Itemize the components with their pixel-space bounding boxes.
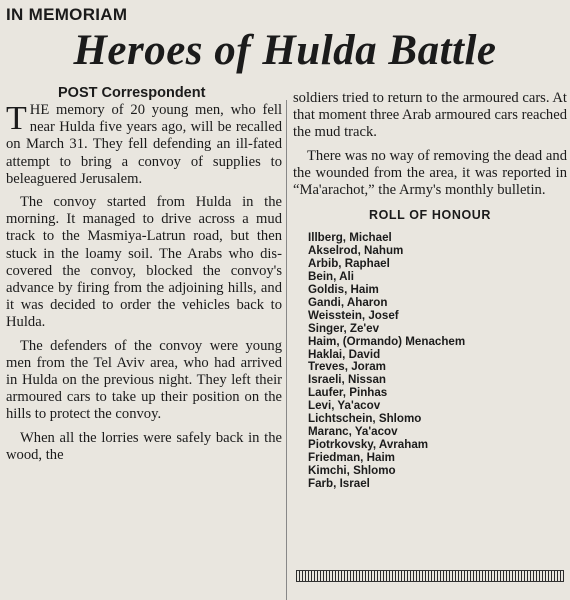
- article-paragraph: THE memory of 20 young men, who fell near Hulda five years ago, will be recalled on March 31. They fell defending an ill-fated attempt to bring a convoy of supplies to beleaguered Jerusalem.: [6, 100, 282, 187]
- list-item: Haim, (Ormando) Menachem: [308, 334, 466, 348]
- drop-cap: T: [6, 100, 27, 137]
- column-divider: [286, 100, 287, 600]
- list-item: Israeli, Nissan: [308, 373, 386, 387]
- byline: POST Correspondent: [58, 85, 206, 101]
- section-kicker: IN MEMORIAM: [6, 5, 128, 24]
- list-item: Treves, Joram: [308, 360, 386, 374]
- article-paragraph: There was no way of removing the dead and the wounded from the area, it was reported in “Ma'arachot,” the Army's monthly bulletin.: [293, 147, 567, 199]
- list-item: Friedman, Haim: [308, 450, 395, 464]
- list-item: Piotrkovsky, Avraham: [308, 437, 429, 451]
- list-item: Akselrod, Nahum: [308, 244, 404, 258]
- list-item: Singer, Ze'ev: [308, 321, 380, 335]
- list-item: Gandi, Aharon: [308, 295, 388, 309]
- list-item: Laufer, Pinhas: [308, 386, 388, 400]
- article-paragraph: When all the lorries were safely back in the wood, the: [6, 429, 282, 463]
- list-item: Levi, Ya'acov: [308, 399, 381, 413]
- list-item: Illberg, Michael: [308, 231, 392, 245]
- decorative-rule: [296, 570, 564, 582]
- list-item: Haklai, David: [308, 347, 381, 361]
- list-item: Farb, Israel: [308, 476, 370, 490]
- list-item: Kimchi, Shlomo: [308, 463, 396, 477]
- article-column-left: [6, 102, 282, 470]
- article-paragraph: soldiers tried to return to the armoured cars. At that moment three Arab armoured cars reached the mud track.: [293, 90, 567, 141]
- list-item: Arbib, Raphael: [308, 257, 390, 271]
- article-paragraph: The defenders of the convoy were young men from the Tel Aviv area, who had arrived in Hulda on the previous night. They left their armoured cars to take up their position on the hills to protect the convoy.: [6, 337, 282, 423]
- roll-of-honour-title: ROLL OF HONOUR: [368, 208, 492, 223]
- roll-of-honour-list: [293, 232, 567, 490]
- list-item: Bein, Ali: [308, 270, 354, 284]
- headline: Heroes of Hulda Battle: [73, 27, 497, 74]
- list-item: Lichtschein, Shlomo: [308, 412, 422, 426]
- list-item: Weisstein, Josef: [308, 308, 399, 322]
- list-item: Maranc, Ya'acov: [308, 425, 398, 439]
- article-column-right: [293, 90, 567, 491]
- list-item: Goldis, Haim: [308, 283, 379, 297]
- article-paragraph: The convoy started from Hulda in the morning. It managed to drive across a mud track to the Masmiya-Latrun road, but then stuck in the loamy soil. The Arabs who discovered the convoy, blocked the convoy's advance by firing from the adjoining hills, and it was decided to order the vehicles back to Hulda.: [6, 194, 282, 331]
